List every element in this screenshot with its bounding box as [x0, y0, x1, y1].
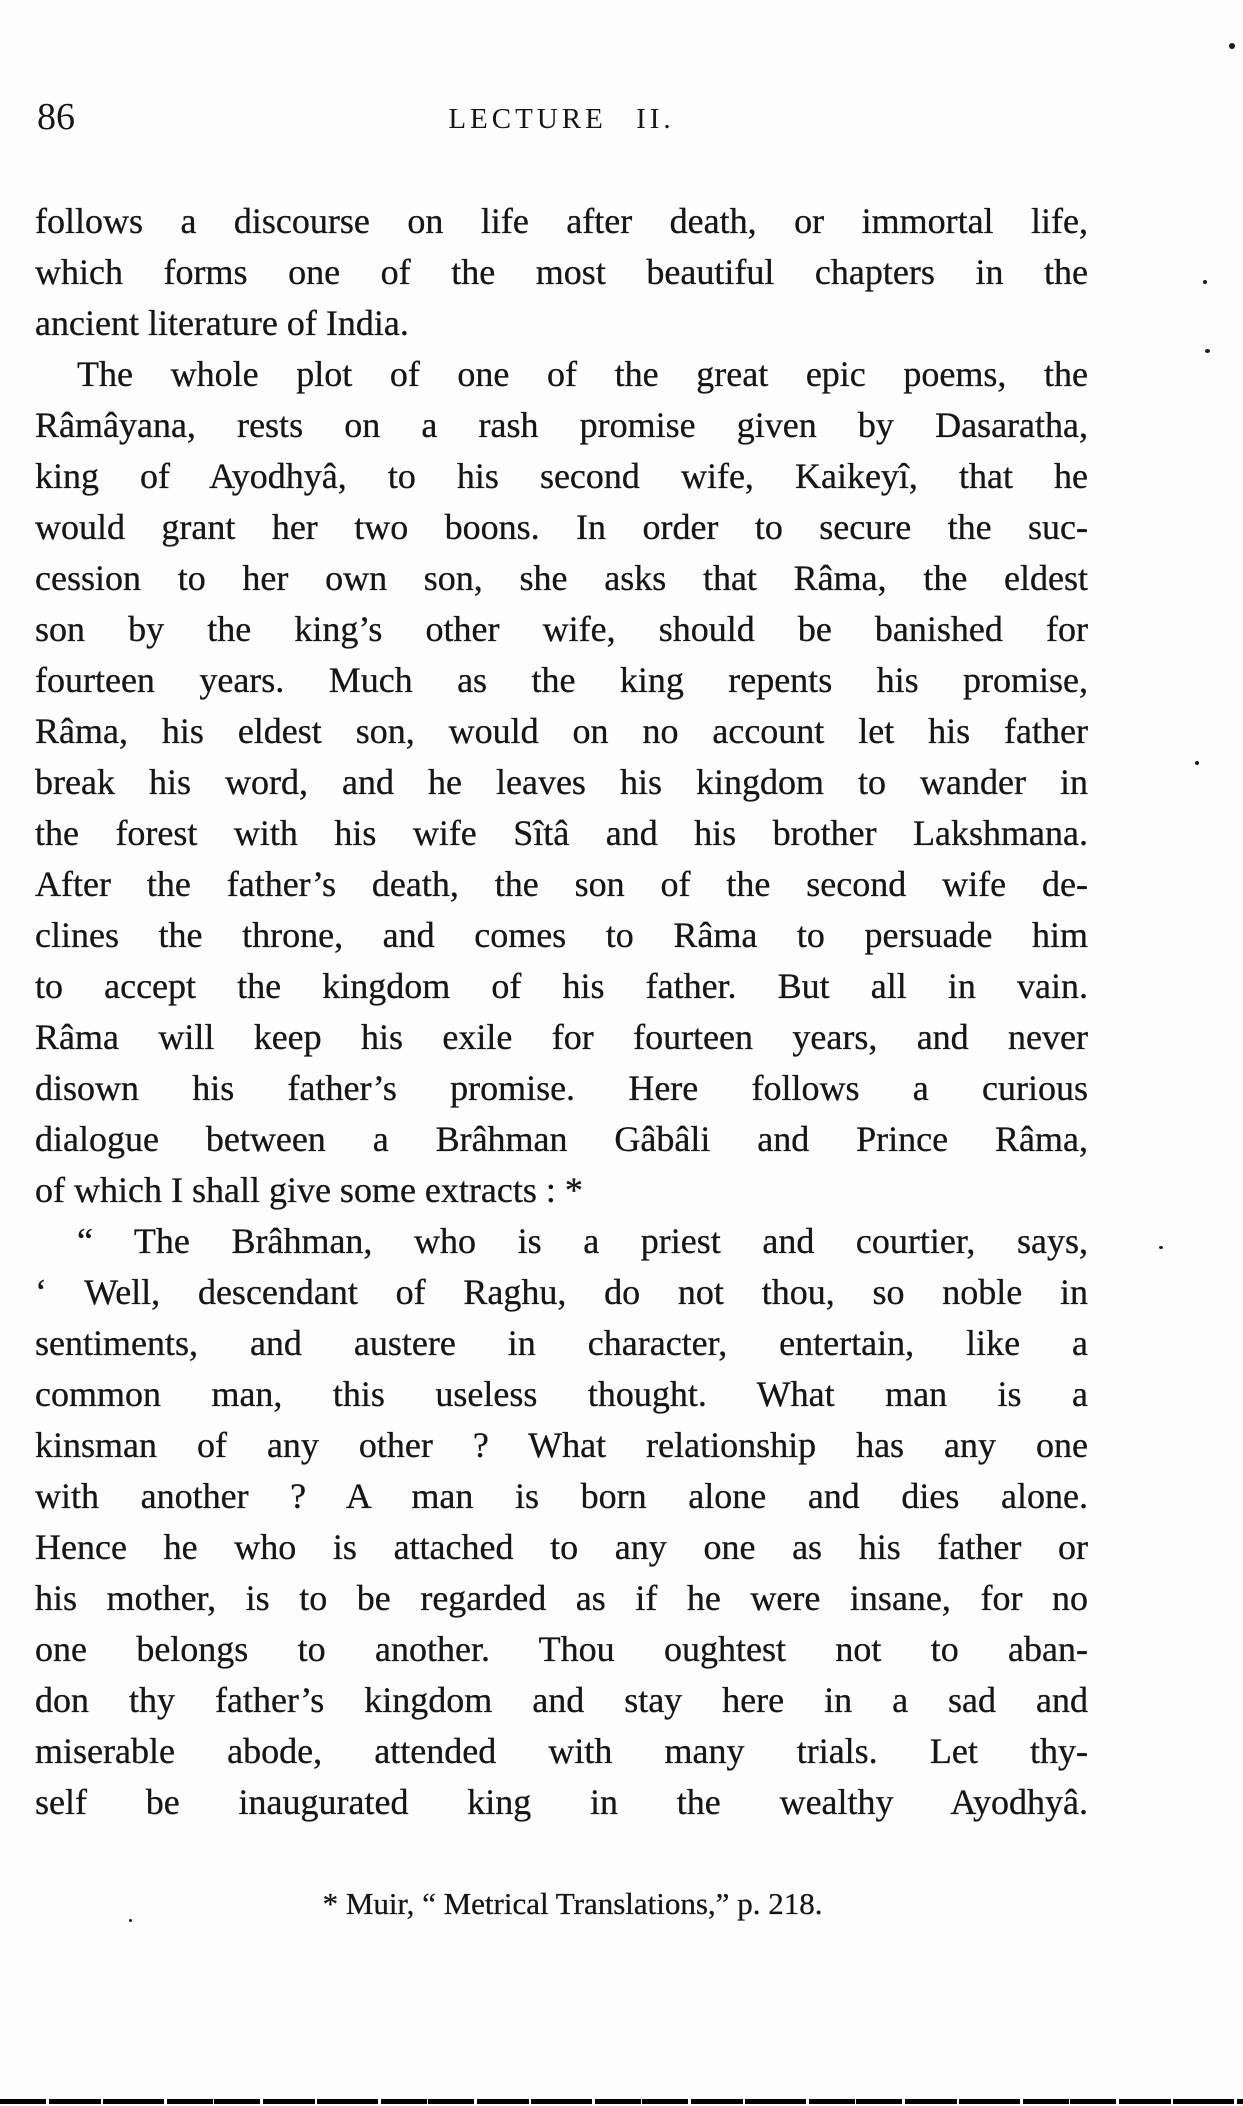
scan-edge-artifact	[0, 2099, 1243, 2104]
text-line: one belongs to another. Thou oughtest not to aban-	[35, 1629, 1088, 1669]
text-line: Râma, his eldest son, would on no account let his father	[35, 711, 1088, 751]
text-line: with another ? A man is born alone and dies alone.	[35, 1476, 1088, 1516]
text-line: kinsman of any other ? What relationship has any one	[35, 1425, 1088, 1465]
text-line: The whole plot of one of the great epic poems, the	[77, 354, 1088, 394]
text-line: dialogue between a Brâhman Gâbâli and Prince Râma,	[35, 1119, 1088, 1159]
text-line: disown his father’s promise. Here follows a curious	[35, 1068, 1088, 1108]
text-line: which forms one of the most beautiful chapters in the	[35, 252, 1088, 292]
footnote: * Muir, “ Metrical Translations,” p. 218.	[322, 1886, 823, 1921]
running-title: LECTURE II.	[448, 103, 675, 135]
text-line: ‘ Well, descendant of Raghu, do not thou, so noble in	[35, 1272, 1088, 1312]
text-line: miserable abode, attended with many trials. Let thy-	[35, 1731, 1088, 1771]
text-line: to accept the kingdom of his father. But all in vain.	[35, 966, 1088, 1006]
page-header	[35, 96, 1088, 142]
text-line: the forest with his wife Sîtâ and his brother Lakshmana.	[35, 813, 1088, 853]
scan-speck	[129, 1919, 132, 1922]
text-line: Hence he who is attached to any one as his father or	[35, 1527, 1088, 1567]
text-line: ancient literature of India.	[35, 303, 409, 343]
text-line: follows a discourse on life after death, or immortal life,	[35, 201, 1088, 241]
text-line: After the father’s death, the son of the second wife de-	[35, 864, 1088, 904]
text-line: of which I shall give some extracts : *	[35, 1170, 583, 1210]
text-line: Râma will keep his exile for fourteen years, and never	[35, 1017, 1088, 1057]
text-line: would grant her two boons. In order to secure the suc-	[35, 507, 1088, 547]
text-line: “ The Brâhman, who is a priest and courtier, says,	[77, 1221, 1088, 1261]
scan-speck	[1229, 43, 1235, 49]
text-line: clines the throne, and comes to Râma to persuade him	[35, 915, 1088, 955]
text-line: common man, this useless thought. What man is a	[35, 1374, 1088, 1414]
text-line: his mother, is to be regarded as if he were insane, for no	[35, 1578, 1088, 1618]
text-line: sentiments, and austere in character, entertain, like a	[35, 1323, 1088, 1363]
scan-speck	[1205, 349, 1210, 353]
body-text	[35, 196, 1088, 1828]
text-line: break his word, and he leaves his kingdom to wander in	[35, 762, 1088, 802]
text-line: self be inaugurated king in the wealthy Ayodhyâ.	[35, 1782, 1088, 1822]
scan-speck	[1159, 1246, 1163, 1249]
text-line: don thy father’s kingdom and stay here in a sad and	[35, 1680, 1088, 1720]
text-line: Râmâyana, rests on a rash promise given by Dasaratha,	[35, 405, 1088, 445]
text-line: son by the king’s other wife, should be banished for	[35, 609, 1088, 649]
text-line: king of Ayodhyâ, to his second wife, Kaikeyî, that he	[35, 456, 1088, 496]
scan-speck	[1203, 280, 1207, 284]
scan-speck	[1195, 761, 1199, 765]
page-number: 86	[37, 96, 75, 138]
text-line: cession to her own son, she asks that Râma, the eldest	[35, 558, 1088, 598]
text-line: fourteen years. Much as the king repents his promise,	[35, 660, 1088, 700]
